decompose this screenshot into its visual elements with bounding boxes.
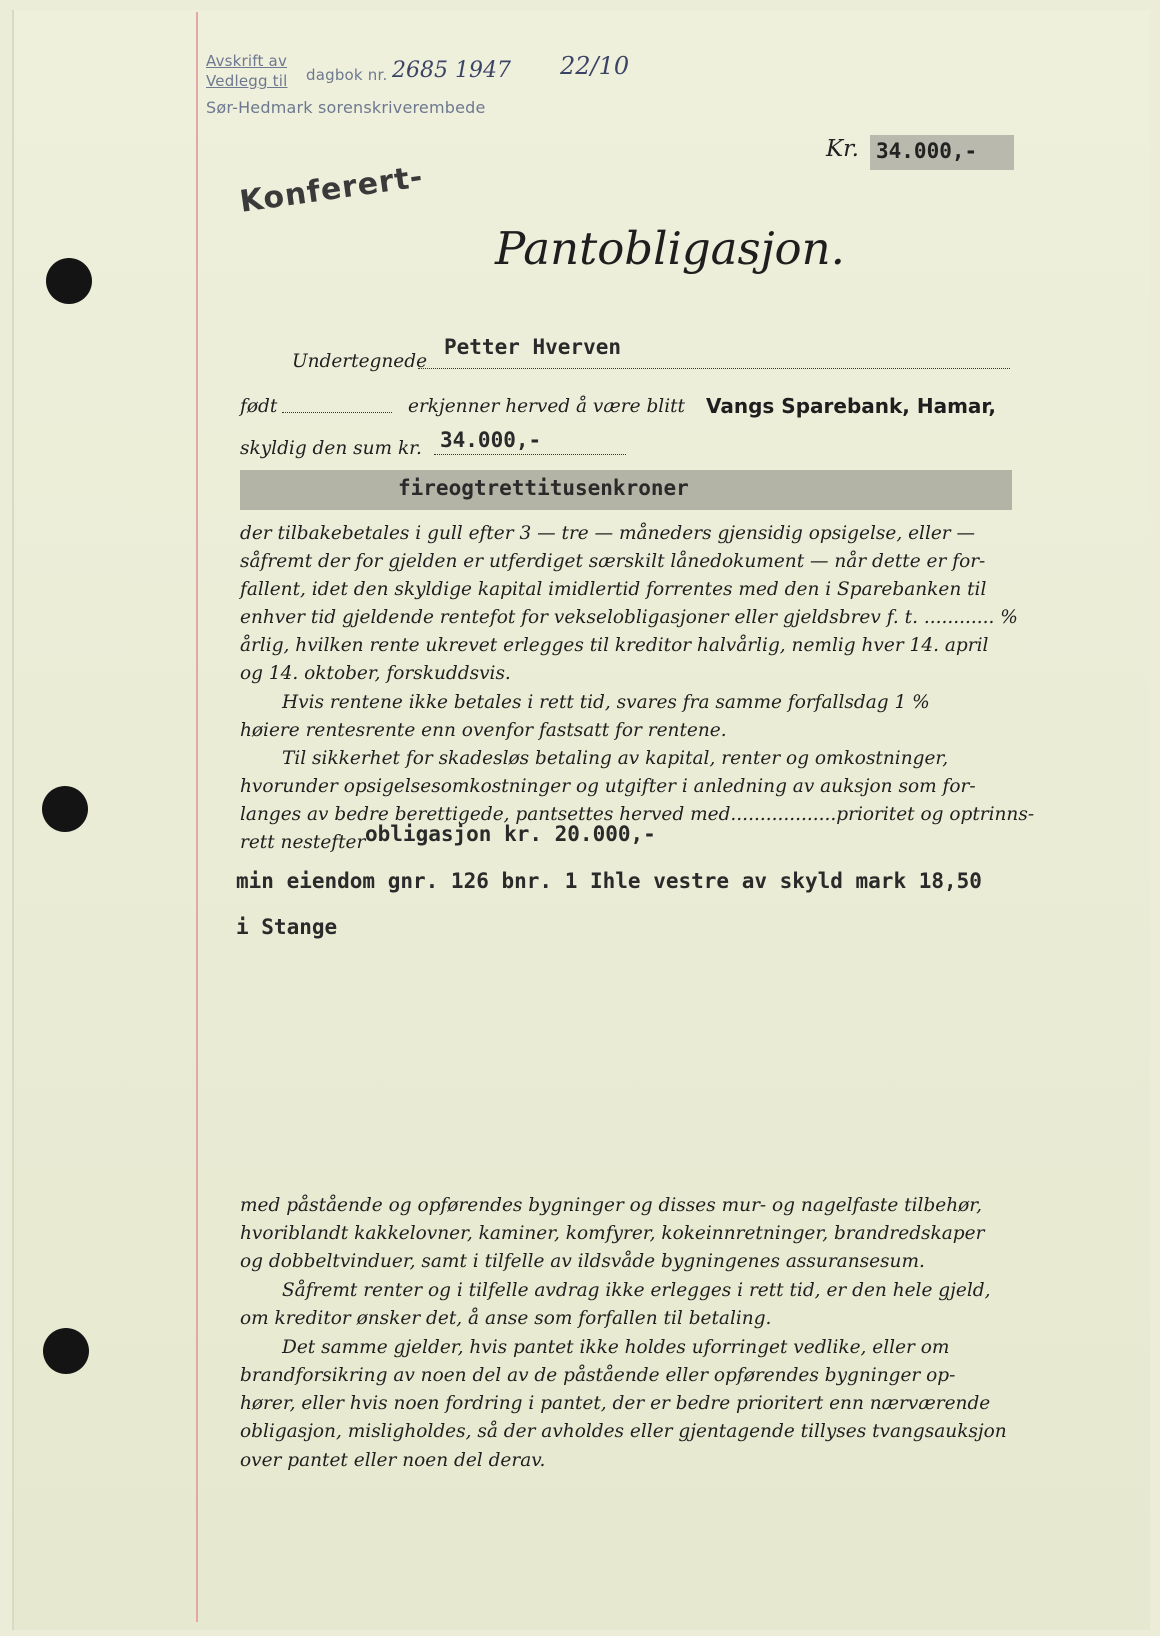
skyldig-label: skyldig den sum kr. bbox=[240, 438, 422, 459]
stamp-office: Sør-Hedmark sorenskriverembede bbox=[206, 98, 486, 117]
body2-line-9: obligasjon, misligholdes, så der avholdes eller gjentagende tillyses tvangsauksjon bbox=[240, 1421, 1007, 1442]
nestefter-label: rett nestefter bbox=[240, 832, 366, 853]
body2-line-6: Det samme gjelder, hvis pantet ikke holdes uforringet vedlike, eller om bbox=[282, 1337, 950, 1358]
creditor-name: Vangs Sparebank, Hamar, bbox=[706, 394, 996, 418]
stamp-avskrift: Avskrift av bbox=[206, 52, 288, 70]
body1-line-4: enhver tid gjeldende rentefot for vekselobligasjoner eller gjeldsbrev f. t. ............ % bbox=[240, 607, 1018, 628]
body2-line-3: og dobbeltvinduer, samt i tilfelle av ildsvåde bygningenes assuransesum. bbox=[240, 1251, 925, 1272]
body2-line-8: hører, eller hvis noen fordring i pantet, der er bedre prioritert enn nærværende bbox=[240, 1393, 991, 1414]
body1-line-5: årlig, hvilken rente ukrevet erlegges til kreditor halvårlig, nemlig hver 14. april bbox=[240, 635, 989, 656]
body1-line-3: fallent, idet den skyldige kapital imidlertid forrentes med den i Sparebanken til bbox=[240, 579, 987, 600]
body1-line-8: høiere rentesrente enn ovenfor fastsatt for rentene. bbox=[240, 720, 727, 741]
typed-priority: obligasjon kr. 20.000,- bbox=[365, 822, 656, 846]
punch-hole-bottom bbox=[43, 1328, 89, 1374]
stamp-date: 22/10 bbox=[560, 52, 630, 80]
stamp-vedlegg: Vedlegg til bbox=[206, 72, 288, 90]
body1-line-9: Til sikkerhet for skadesløs betaling av kapital, renter og omkostninger, bbox=[282, 748, 949, 769]
kr-label: Kr. bbox=[826, 136, 859, 162]
fodt-label: født bbox=[240, 396, 278, 417]
stamp-dagbok-label: dagbok nr. bbox=[306, 66, 388, 84]
body2-line-7: brandforsikring av noen del av de påstående eller opførendes bygninger op- bbox=[240, 1365, 956, 1386]
body1-line-7: Hvis rentene ikke betales i rett tid, svares fra samme forfallsdag 1 % bbox=[282, 692, 930, 713]
erkjenner-text: erkjenner herved å være blitt bbox=[408, 396, 685, 417]
document-title: Pantobligasjon. bbox=[495, 222, 845, 275]
undertegnede-dotted-line bbox=[418, 368, 1010, 369]
skyldig-dotted-line bbox=[434, 454, 626, 455]
body1-line-2: såfremt der for gjelden er utferdiget særskilt lånedokument — når dette er for- bbox=[240, 551, 986, 572]
konferert-stamp: Konferert- bbox=[237, 159, 426, 220]
debt-amount: 34.000,- bbox=[440, 428, 542, 452]
amount-in-words: fireogtrettitusenkroner bbox=[398, 476, 689, 500]
stamp-dagbok-number: 2685 1947 bbox=[392, 58, 511, 83]
body2-line-5: om kreditor ønsker det, å anse som forfallen til betaling. bbox=[240, 1308, 772, 1329]
kr-amount-box bbox=[870, 135, 1014, 170]
kr-amount: 34.000,- bbox=[876, 139, 978, 163]
punch-hole-middle bbox=[42, 786, 88, 832]
typed-municipality: i Stange bbox=[236, 915, 338, 939]
typed-property: min eiendom gnr. 126 bnr. 1 Ihle vestre av skyld mark 18,50 bbox=[236, 869, 982, 893]
body1-line-1: der tilbakebetales i gull efter 3 — tre — måneders gjensidig opsigelse, eller — bbox=[240, 523, 976, 544]
body2-line-4: Såfremt renter og i tilfelle avdrag ikke erlegges i rett tid, er den hele gjeld, bbox=[282, 1280, 991, 1301]
body1-line-10: hvorunder opsigelsesomkostninger og utgifter i anledning av auksjon som for- bbox=[240, 776, 976, 797]
fodt-dotted-line bbox=[282, 412, 392, 413]
body1-line-6: og 14. oktober, forskuddsvis. bbox=[240, 663, 511, 684]
amount-in-words-bar bbox=[240, 470, 1012, 510]
debtor-name: Petter Hverven bbox=[444, 335, 622, 359]
body2-line-1: med påstående og opførendes bygninger og disses mur- og nagelfaste tilbehør, bbox=[240, 1195, 982, 1216]
body2-line-10: over pantet eller noen del derav. bbox=[240, 1450, 546, 1471]
body2-line-2: hvoriblandt kakkelovner, kaminer, komfyrer, kokeinnretninger, brandredskaper bbox=[240, 1223, 985, 1244]
undertegnede-label: Undertegnede bbox=[292, 351, 428, 372]
body1-line-11: langes av bedre berettigede, pantsettes herved med..................prioritet og optrinns- bbox=[240, 804, 1035, 825]
